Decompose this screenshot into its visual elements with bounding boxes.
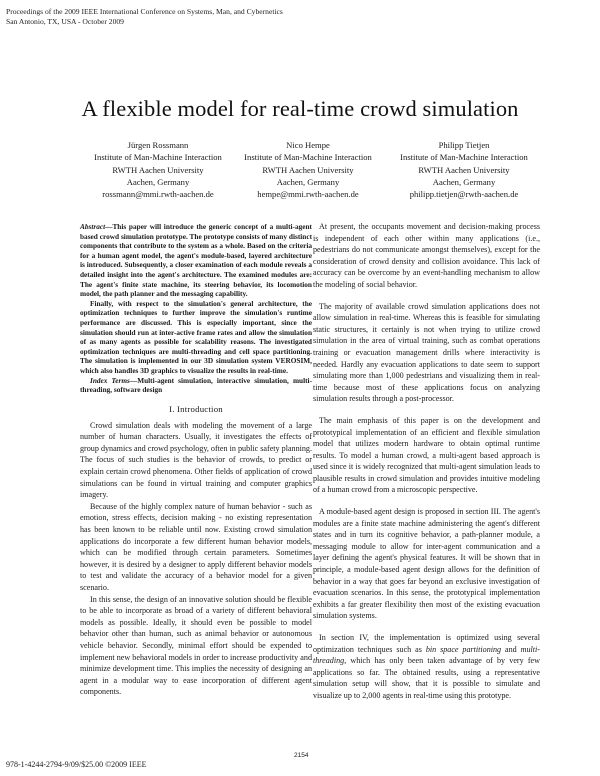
right-paragraph-2: The majority of available crowd simulation applications does not allow simulation in real-time. Whereas this is feasible for simulating static structures, it certainly is not when trying to utilize crowd simulation in the area of virtual training, such as combat operations training or evacuation management drills where interactivity is needed. Hardly any evacuation applications to date seem to support simulating more than 1,000 pedestrians and visualizing them in real-time because most of these applications focus on analyzing simulation results through a post-processor.: [313, 301, 540, 404]
abstract-paragraph-2: Finally, with respect to the simulation's general architecture, the optimization techniques to further improve the simulation's runtime performance are discussed. This is especially important, since the simulation should run at inter-active frame rates and allow the simulation of as many agents as possible for scalability reasons. The investigated optimization techniques are multi-threading and cell space partitioning. The simulation is implemented in our 3D simulation system VEROSIM, which also handles 3D graphics to visualize the results in real-time.: [80, 298, 312, 375]
author-univ: RWTH Aachen University: [418, 164, 510, 175]
p5-part-c: , which has only been taken advantage of by very few applications so far. The obtained results, using a representative simulation setup will show, that it is possible to simulate and visualize up to 2,000 agents in real-time using this prototype.: [313, 656, 540, 700]
author-dept: Institute of Man-Machine Interaction: [244, 152, 372, 163]
index-terms: [80, 376, 312, 395]
right-column: [313, 221, 540, 712]
conference-header: [6, 7, 283, 26]
p5-emphasis-1: bin space partitioning: [425, 644, 502, 654]
conference-line-2: San Antonio, TX, USA - October 2009: [6, 16, 124, 26]
author-name: Philipp Tietjen: [438, 140, 490, 150]
author-location: Aachen, Germany: [126, 176, 190, 187]
author-location: Aachen, Germany: [432, 176, 496, 187]
p5-emphasis-2: multi-threading: [313, 644, 540, 666]
author-email: hempe@mmi.rwth-aachen.de: [257, 189, 359, 200]
section-heading-introduction: I. Introduction: [169, 403, 223, 414]
page-number: 2154: [294, 752, 309, 759]
right-paragraph-4: A module-based agent design is proposed in section III. The agent's modules are a finite state machine administering the agent's different states and in turn its cognitive behavior, a path-planner module, a messaging module to allow for inter-agent communication and a layer defining the agent's physical features. It will be shown that in principle, a module-based agent design allows for the definition of behavior in a way that goes far beyond an exclusive investigation of evacuation scenarios. In this sense, the prototypical implementation exhibits a far greater flexibility then most of the existing evacuation simulation systems.: [313, 507, 540, 621]
intro-paragraph-3: In this sense, the design of an innovative solution should be flexible to be able to incorporate as broad of a variety of different behavioral models as possible. Ideally, it should even be possible to model behavior other than human, such as animal behavior or autonomous vehicle behavior. Secondly, minimal effort should be expended to implement new behavioral models in order to increase productivity and minimize development time. This implies the necessity of designing an agent in a modular way to ease incorporation of different agent components.: [80, 594, 312, 697]
author-location: Aachen, Germany: [276, 176, 340, 187]
intro-paragraph-1: Crowd simulation deals with modeling the movement of a large number of human characters. Usually, it investigates the effects of group dynamics and crowd psychology, often in public safety planning. The focus of such studies is the behavior of crowds, to predict or explain certain crowd phenomena. Other fields of application of crowd simulations can be found in virtual training and computer graphics imagery.: [80, 420, 312, 500]
author-email: rossmann@mmi.rwth-aachen.de: [102, 189, 214, 200]
left-column: [80, 222, 312, 698]
abstract-paragraph-1: [80, 222, 312, 299]
isbn-copyright: 978-1-4244-2794-9/09/$25.00 ©2009 IEEE: [6, 760, 147, 769]
author-name: Jürgen Rossmann: [127, 140, 189, 150]
p5-part-a: In section IV, the implementation is optimized using several optimization techniques such as: [313, 633, 540, 654]
author-dept: Institute of Man-Machine Interaction: [94, 152, 222, 163]
index-terms-text: —Multi-agent simulation, interactive simulation, multi-threading, software design: [80, 375, 313, 395]
author-name: Nico Hempe: [286, 140, 330, 150]
author-block-3: [384, 139, 544, 200]
author-dept: Institute of Man-Machine Interaction: [400, 152, 528, 163]
right-paragraph-5: [313, 632, 540, 702]
right-paragraph-1: At present, the occupants movement and decision-making process is independent of each other within many applications (i.e., pedestrians do not communicate amongst themselves), except for the consideration of crowd density and collision avoidance. This lack of accuracy can be overcome by an event-handling mechanism to allow the modeling of social behavior.: [313, 222, 540, 289]
abstract-label: Abstract: [80, 222, 106, 231]
author-block-1: [78, 139, 238, 200]
index-terms-label: Index Terms: [90, 375, 130, 385]
conference-line-1: Proceedings of the 2009 IEEE International Conference on Systems, Man, and Cybernetics: [6, 7, 283, 16]
paper-title: A flexible model for real-time crowd simulation: [81, 96, 519, 121]
p5-part-b: and: [501, 644, 521, 654]
author-univ: RWTH Aachen University: [262, 164, 354, 175]
abstract-text: —This paper will introduce the generic concept of a multi-agent based crowd simulation prototype. The prototype consists of many distinct components that contribute to the system as a whole. Based on the criteria for a human agent model, the agent's module-based, layered architecture is introduced. Subsequently, a closer examination of each module reveals a detailed insight into the agent's architecture. The examined modules are: The agent's finite state machine, its steering behavior, its locomotion model, the path planner and the messaging capability.: [80, 222, 312, 299]
intro-paragraph-2: Because of the highly complex nature of human behavior - such as emotion, stress effects, decision making - no existing representation has been known to be reliable until now. Existing crowd simulation applications do incorporate a few different human behavior models, which can be modified through certain parameters. Sometimes however, it is desired by a designer to apply different behavior models to test and validate the accuracy of a behavior model for a given scenario.: [80, 501, 312, 592]
author-email: philipp.tietjen@rwth-aachen.de: [409, 189, 519, 200]
author-block-2: [228, 139, 388, 200]
right-paragraph-3: The main emphasis of this paper is on the development and prototypical implementation of an efficient and flexible simulation model that utilizes modern hardware to obtain optimal runtime results. To model a human crowd, a multi-agent based approach is used since it is widely recognized that multi-agent simulation leads to plausible results in crowd simulation and provides intuitive modeling of a human crowd from a microscopic perspective.: [313, 415, 540, 495]
author-univ: RWTH Aachen University: [112, 164, 204, 175]
